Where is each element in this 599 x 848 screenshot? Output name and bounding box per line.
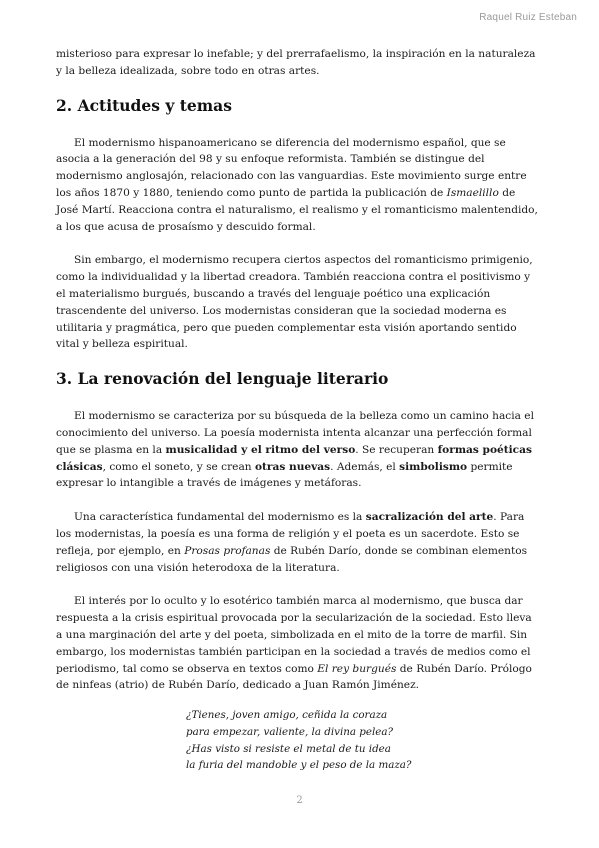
text-segment: permite expresar lo intangible a través de imágenes y metáforas. [56, 460, 513, 490]
book-title-ismaelillo: Ismaelillo [446, 186, 499, 199]
bold-term: simbolismo [399, 460, 468, 473]
poem-line: para empezar, valiente, la divina pelea? [186, 725, 394, 738]
bold-term: otras nuevas [254, 460, 331, 473]
text-segment: Una característica fundamental del modernismo es la [74, 511, 366, 524]
bold-term: sacralización del arte [365, 511, 494, 524]
paragraph-romanticismo: Sin embargo, el modernismo recupera ciertos aspectos del romanticismo primigenio, como la individualidad y la libertad creadora. También reacciona contra el positivismo y el materialismo burgués, buscando a través del lenguaje poético una explicación trascendente del universo. Los modernistas consideran que la sociedad moderna es utilitaria y pragmática, pero que pueden complementar esta visión aportando sentido vital y belleza espiritual. [56, 254, 533, 351]
page-content [56, 46, 540, 774]
text-segment: . Se recuperan [355, 443, 438, 456]
text-segment: de Rubén Darío, donde se combinan elementos religiosos con una visión heterodoxa de la literatura. [56, 544, 528, 574]
paragraph-esoterico [56, 593, 540, 694]
poem-quote [186, 707, 540, 774]
intro-paragraph: misterioso para expresar lo inefable; y del prerrafaelismo, la inspiración en la naturaleza y la belleza idealizada, sobre todo en otras artes. [56, 48, 536, 77]
section-heading-actitudes: 2. Actitudes y temas [56, 95, 232, 115]
header-author: Raquel Ruiz Esteban [479, 12, 577, 23]
poem-line: ¿Tienes, joven amigo, ceñida la coraza [186, 709, 388, 722]
paragraph-belleza [56, 408, 540, 492]
book-title-prosas-profanas: Prosas profanas [184, 544, 271, 557]
paragraph-sacralizacion [56, 509, 540, 576]
bold-term: musicalidad y el ritmo del verso [165, 443, 356, 456]
poem-line: ¿Has visto si resiste el metal de tu idea [186, 742, 391, 755]
text-segment: de Rubén Darío. Prólogo de ninfeas (atrio) de Rubén Darío, dedicado a Juan Ramón Jiménez. [56, 662, 532, 692]
text-segment: . Para los modernistas, la poesía es una forma de religión y el poeta es un sacerdote. Esto se refleja, por ejemplo, en [56, 511, 525, 557]
text-segment: . Además, el [330, 460, 400, 473]
paragraph-modernismo-hispano [56, 135, 540, 236]
text-segment: de José Martí. Reacciona contra el naturalismo, el realismo y el romanticismo malentendido, a los que acusa de prosaísmo y descuido formal. [56, 186, 538, 233]
poem-line: la furia del mandoble y el peso de la maza? [186, 759, 412, 772]
text-segment: El interés por lo oculto y lo esotérico también marca al modernismo, que busca dar respuesta a la crisis espiritual provocada por la secularización de la sociedad. Esto lleva a una marginación del arte y del poeta, simbolizada en el mito de la torre de marfil. Sin embargo, los modernistas también participan en la sociedad a través de medios como el periodismo, tal como se observa en textos como [56, 595, 532, 675]
text-segment: El modernismo hispanoamericano se diferencia del modernismo español, que se asocia a la generación del 98 y su enfoque reformista. También se distingue del modernismo anglosajón, relacionado con las vanguardias. Este movimiento surge entre los años 1870 y 1880, teniendo como punto de partida la publicación de [56, 136, 527, 199]
section-heading-renovacion: 3. La renovación del lenguaje literario [56, 369, 389, 389]
page-number: 2 [296, 795, 303, 806]
text-segment: El modernismo se caracteriza por su búsqueda de la belleza como un camino hacia el conocimiento del universo. La poesía modernista intenta alcanzar una perfección formal que se plasma en la [56, 410, 534, 456]
book-title-rey-burgues: El rey burgués [317, 662, 397, 675]
bold-term: formas poéticas clásicas [56, 443, 532, 473]
text-segment: , como el soneto, y se crean [102, 460, 255, 473]
